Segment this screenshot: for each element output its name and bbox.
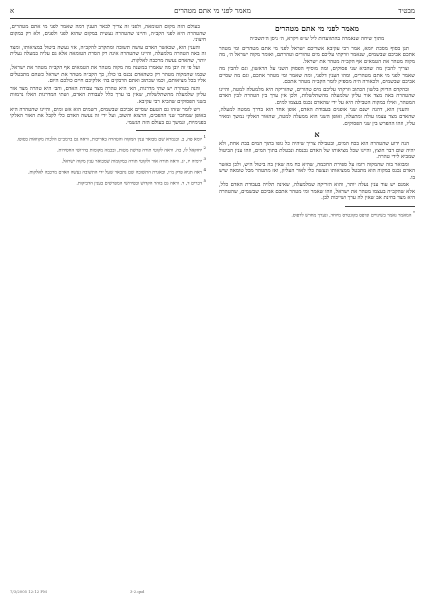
footnote-text: דברים ד, ד. וראה גם בזהר הקדוש ובפירושי המפרשים בענין הדביקות.	[76, 182, 202, 188]
paragraph: והנה בטהרה יש שתי מדרגות, הא׳ היא טהרה מצד עבודת האדם, והב׳ היא טהרה מצד אור עליון שלמעלה מהשתלשלות, שאין בו ערך כלל לעבודת האדם, ושתי המדרגות האלו נרמזות בשני הפסוקים שהביא רבי עקיבא.	[10, 85, 206, 106]
footnote-text: ראה תניא פרק מ״ו, ובאגרת התשובה שם נתבאר שעל ידי התשובה נעשה האדם מרכבה לאלקות.	[27, 170, 202, 176]
page-footer	[10, 588, 415, 596]
footnote	[10, 156, 206, 166]
section-letter: א	[314, 129, 320, 140]
paragraph: אמנם יש עוד ענין נעלה יותר, והוא הזריקה שמלמעלה, שאינה תלויה בעבודת האדם כלל, אלא שהקב״ה בעצמו מטהר את ישראל, וזהו שאמר ומי מטהר אתכם אביכם שבשמים, שהטהרה היא מצד בחינת אב שאין לה ערך ושייכות לבן.	[219, 182, 415, 202]
footnote-marker: *	[413, 209, 415, 215]
footer-timestamp: 7/3/2005 12:12 PM	[10, 589, 47, 594]
header-title: מאמר לפני מי אתם מטהרים	[174, 7, 251, 15]
header-right-label: מבט׳ד	[398, 7, 415, 15]
paragraph: וצריך להבין מה שהביא שני פסוקים, ומה מוסיף הפסוק השני על הראשון, וגם להבין מה שאמר לפני מי אתם מטהרים, ומהו הענין דלפני, ומה שאמר ומי מטהר אתכם, וגם מה שסיים אביכם שבשמים, ולכאורה היה מספיק לומר הקב״ה מטהר אתכם.	[219, 66, 415, 86]
footnote	[10, 167, 206, 177]
footer-filename: 3-2.qxd	[130, 589, 145, 594]
paragraph: והענין הוא, שכאשר האדם עושה תשובה ומתקרב להקב״ה, אזי נעשה ביטול במציאותו, ומצד זה באה הטהרה מלמעלה, והיינו שהטהרה אינה רק הסרת הטומאה אלא גם עליה במעלה נעלית יותר, שהאדם נעשה מרכבה לאלקות.	[10, 44, 206, 64]
paragraph: תנן בסוף מסכת יומא, אמר רבי עקיבא אשריכם ישראל לפני מי אתם מטהרים ומי מטהר אתכם אביכם שבשמים, שנאמר וזרקתי עליכם מים טהורים וטהרתם, ואומר מקוה ישראל ה׳, מה מקוה מטהר את הטמאים אף הקב״ה מטהר את ישראל.	[219, 45, 415, 65]
footnote-number: 4	[203, 167, 206, 173]
footnote-divider	[136, 130, 206, 131]
paragraph: ויש לומר שזהו גם הטעם שסיים אביכם שבשמים, דשמים הוא אש ומים, והיינו שהטהרה היא באופן שמחבר שני ההפכים, הרצוא והשוב, ועל ידי זה נעשה האדם כלי לקבל את האור האלקי בפנימיות, ונמשך גם בעולם הזה הגשמי.	[10, 106, 206, 126]
left-column	[10, 24, 206, 586]
paragraph: ועל פי זה יובן מה שאמרו במשנה מה מקוה מטהר את הטמאים אף הקב״ה מטהר את ישראל, שכמו שהמקוה מטהר רק כשהאדם נכנס בו כולו, כך הקב״ה מטהר את ישראל כשהם מתבטלים אליו בכל מציאותם, וכמו שכתוב ואתם הדבקים בה׳ אלקיכם חיים כולכם היום.	[10, 65, 206, 85]
paragraph: והענין הוא, דהנה ישנם שני אופנים בעבודת האדם, אופן אחד הוא בדרך ממטה למעלה, שהאדם מצד עצמו עולה ומתעלה, ואופן השני הוא ממעלה למטה, שהאור האלקי נמשך ומאיר עליו, וזהו ההפרש בין שני הפסוקים.	[219, 107, 415, 127]
footnotes	[219, 210, 415, 220]
footnote-number: 2	[203, 145, 206, 151]
footnote-number: 3	[203, 156, 206, 162]
footnote	[219, 210, 415, 220]
paragraph: ובהקדם הדיוק בלשון הכתוב וזרקתי עליכם מים טהורים, שהזריקה היא מלמעלה למטה, והיינו שהטהרה באה מצד אור עליון שלמעלה מהשתלשלות, ולכן אין ערך בין הטהרה לבין האדם המטהר, ואילו במקוה הטבילה היא על ידי שהאדם נכנס בעצמו למים.	[219, 86, 415, 106]
page-header	[10, 6, 415, 19]
article-subtitle: מתוך שיחה שנאמרה בהתוועדות ליל ש״פ ויקרא, ה׳ ניסן ה׳תשכ״ה	[249, 36, 385, 42]
footnote	[10, 134, 206, 144]
footnote	[10, 145, 206, 155]
paragraph: בעולם הזה מקום הטומאה, ולפני זה צריך לבאר הענין דמה שאמר לפני מי אתם מטהרים, שהטהרה היא לפני הקב״ה, והיינו שהטהרה נעשית במקום שהוא לפני ולפנים, ולא רק במקום חיצוני.	[10, 24, 206, 44]
footnote	[10, 178, 206, 188]
footnote-text: ירמיה יז, יג. וראה תורה אור ולקוטי תורה במקומות שמבואר ענין מקוה ישראל.	[61, 159, 202, 165]
paragraph: הנה ידוע שהטהרה הוא בכח המים, ובטבילה צריך שיהיה כל גופו בתוך המים בבת אחת, ולא יהיה שום דבר חוצץ, והיינו שכל מציאותו של האדם נכנסת ונבטלת בתוך המים, וזהו ענין הביטול שמביא לידי טהרה.	[219, 141, 415, 161]
footnote-text: המאמר נאמר בשינויים ונדפס בקונטרס מיוחד, ונערך מחדש לדפוס.	[291, 213, 412, 219]
footnote-number: 5	[203, 178, 206, 184]
paragraph: ומבואר בזה שהמקוה רומז על ספירת החכמה, שהיא כח מה שאין בה ביטול היש, ולכן כאשר האדם נכנס במקוה הוא מתבטל ממציאותו ונעשה כלי לאור העליון, ואז מתטהר מכל טומאה שיש בו.	[219, 161, 415, 181]
footnote-number: 1	[203, 134, 206, 140]
footnotes	[10, 134, 206, 188]
footnote-text: יחזקאל לו, כה. וראה לקוטי תורה פרשת מטות, ובכמה מקומות בדרושי החסידות.	[56, 148, 202, 154]
footnote-divider	[345, 206, 415, 207]
footnote-text: יומא פה, ב. ובגמרא שם מבואר ענין המקוה והטהרה באריכות, וראה גם ברמב״ם הלכות מקוואות בסופו.	[16, 137, 202, 143]
page-number: א	[10, 7, 15, 15]
article-title: מאמר לפני מי אתם מטהרים	[275, 24, 359, 33]
right-column	[219, 24, 415, 586]
